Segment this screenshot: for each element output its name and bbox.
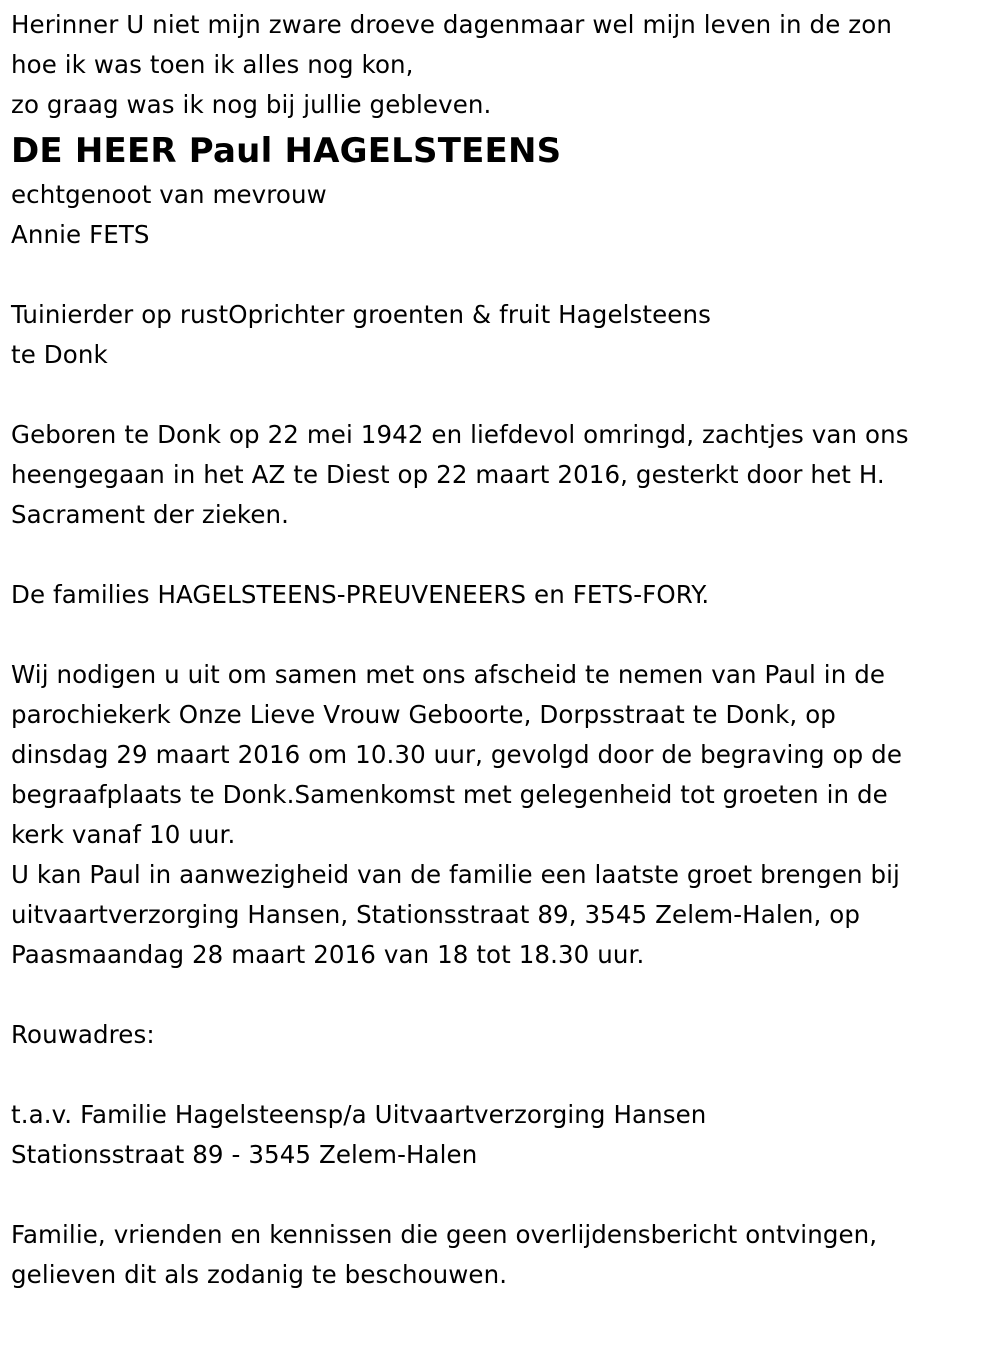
occupation-line: te Donk [11,340,108,369]
paragraph-line: dinsdag 29 maart 2016 om 10.30 uur, gevolgd door de begraving op de [11,740,902,769]
paragraph-line: Geboren te Donk op 22 mei 1942 en liefdevol omringd, zachtjes van ons [11,420,909,449]
occupation [11,295,991,375]
spacer [11,535,991,575]
spacer [11,1175,991,1215]
poem [11,5,991,125]
spacer [11,255,991,295]
spouse-name: Annie FETS [11,220,150,249]
funeral-paragraph [11,655,991,975]
paragraph-line: begraafplaats te Donk.Samenkomst met gelegenheid tot groeten in de [11,780,888,809]
spacer [11,975,991,1015]
spacer [11,1055,991,1095]
spouse-line: echtgenoot van mevrouw [11,180,327,209]
paragraph-line: U kan Paul in aanwezigheid van de familie een laatste groet brengen bij [11,860,900,889]
spacer [11,375,991,415]
paragraph-line: Paasmaandag 28 maart 2016 van 18 tot 18.30 uur. [11,940,645,969]
poem-line: zo graag was ik nog bij jullie gebleven. [11,90,492,119]
address-line: Stationsstraat 89 - 3545 Zelem-Halen [11,1140,478,1169]
families-paragraph [11,575,991,615]
address-line: t.a.v. Familie Hagelsteensp/a Uitvaartverzorging Hansen [11,1100,707,1129]
address-block [11,1095,991,1175]
death-notice [11,5,991,1295]
paragraph-line: Sacrament der zieken. [11,500,290,529]
deceased-name: DE HEER Paul HAGELSTEENS [11,131,562,171]
paragraph-line: kerk vanaf 10 uur. [11,820,236,849]
paragraph-line: heengegaan in het AZ te Diest op 22 maart 2016, gesterkt door het H. [11,460,885,489]
poem-line: Herinner U niet mijn zware droeve dagenmaar wel mijn leven in de zon [11,10,892,39]
paragraph-line: parochiekerk Onze Lieve Vrouw Geboorte, Dorpsstraat te Donk, op [11,700,836,729]
paragraph-line: De families HAGELSTEENS-PREUVENEERS en FETS-FORY. [11,580,710,609]
paragraph-line: Familie, vrienden en kennissen die geen overlijdensbericht ontvingen, [11,1220,878,1249]
occupation-line: Tuinierder op rustOprichter groenten & fruit Hagelsteens [11,300,711,329]
spacer [11,615,991,655]
birth-death-paragraph [11,415,991,535]
paragraph-line: Wij nodigen u uit om samen met ons afscheid te nemen van Paul in de [11,660,886,689]
poem-line: hoe ik was toen ik alles nog kon, [11,50,414,79]
address-label: Rouwadres: [11,1020,155,1049]
closing-paragraph [11,1215,991,1295]
paragraph-line: gelieven dit als zodanig te beschouwen. [11,1260,508,1289]
paragraph-line: uitvaartverzorging Hansen, Stationsstraat 89, 3545 Zelem-Halen, op [11,900,861,929]
spouse-info [11,175,991,255]
